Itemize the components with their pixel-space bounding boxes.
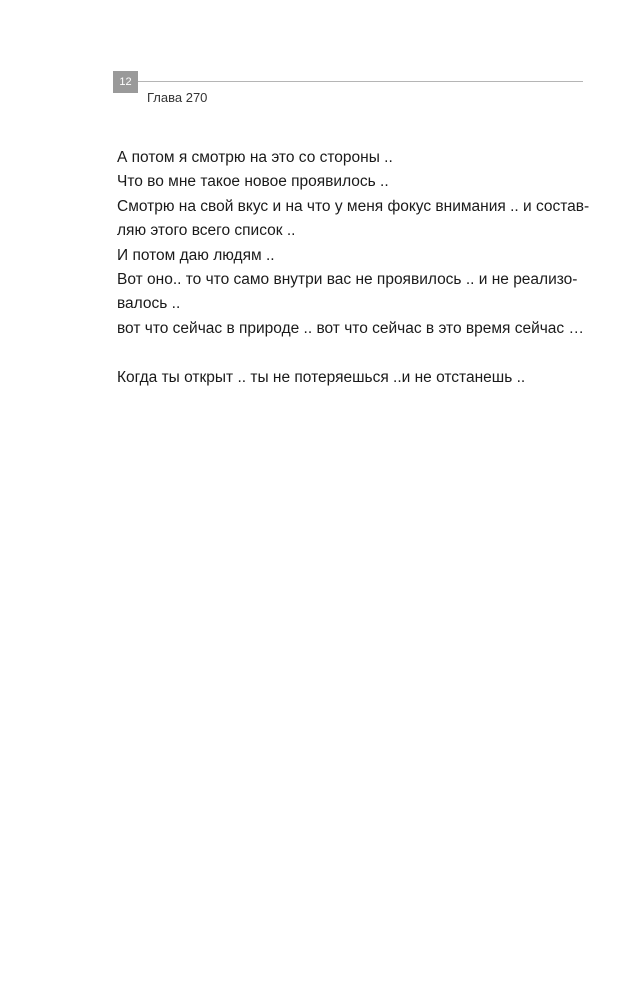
- text-line: Что во мне такое новое проявилось ..: [117, 173, 389, 191]
- chapter-title: Глава 270: [147, 90, 208, 105]
- text-line: вот что сейчас в природе .. вот что сейчас в это время сейчас …: [117, 319, 584, 337]
- text-line: ляю этого всего список ..: [117, 222, 296, 240]
- text-line: И потом даю людям ..: [117, 246, 275, 264]
- text-line: Смотрю на свой вкус и на что у меня фокус внимания .. и состав-: [117, 197, 590, 215]
- text-line: Когда ты открыт .. ты не потеряешься ..и не отстанешь ..: [117, 368, 526, 386]
- text-line: валось ..: [117, 295, 181, 313]
- text-line: Вот оно.. то что само внутри вас не проявилось .. и не реализо-: [117, 271, 578, 289]
- body-text: [117, 146, 595, 390]
- header-divider: [138, 81, 583, 82]
- page-number: 12: [113, 71, 138, 93]
- paragraph-spacer: [117, 341, 595, 365]
- text-line: А потом я смотрю на это со стороны ..: [117, 149, 393, 166]
- page-header: [113, 71, 583, 121]
